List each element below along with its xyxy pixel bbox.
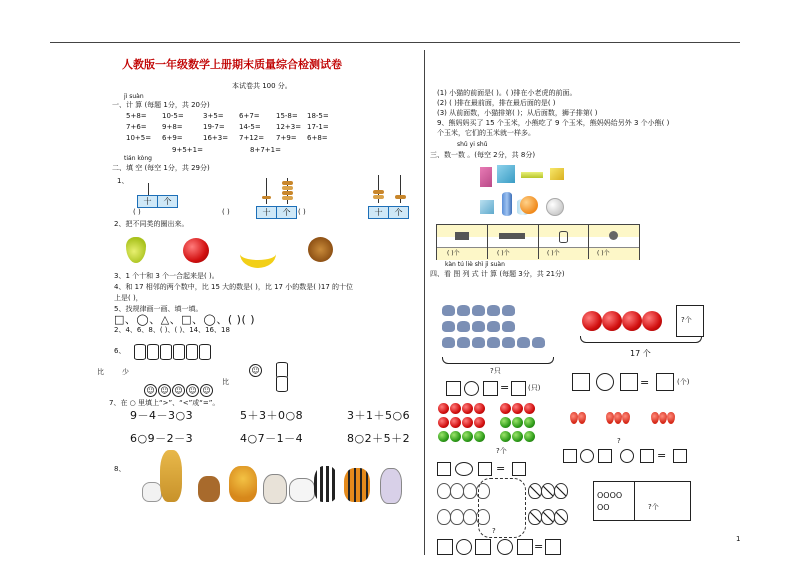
apple-icon — [462, 403, 473, 414]
lion-image — [229, 466, 257, 502]
calc-item: 14-5= — [239, 123, 261, 131]
crossed-leaf-icon — [528, 483, 542, 499]
apple-icon — [474, 417, 485, 428]
leaf-icon — [450, 483, 464, 499]
sec2-pinyin: tián kòng — [124, 155, 152, 162]
cup-icon-2 — [276, 376, 288, 392]
right-q9b: 个玉米，它们的玉米就一样多。 — [437, 129, 535, 137]
q3-text: 3、1 个十和 3 个一合起来是( )。 — [114, 272, 219, 280]
q2-text: 2、把不同类的圈出来。 — [114, 220, 189, 228]
calc-item: 15-8= — [276, 112, 298, 120]
apples-total: 17 个 — [630, 349, 651, 358]
apples-question: ?个 — [496, 447, 507, 455]
abacus-3-tens: 十 — [368, 206, 389, 219]
page-subtitle: 本试卷共 100 分。 — [232, 82, 292, 90]
apples-brace — [580, 336, 702, 343]
apple-icon — [524, 431, 535, 442]
smile-icon: ☺ — [186, 384, 199, 397]
q5-shapes: □、◯、△、□、◯、( )( ) — [114, 313, 256, 326]
elephant-icon — [532, 337, 545, 348]
calc-item: 18-5= — [307, 112, 329, 120]
calc-item: 9+8= — [162, 123, 183, 131]
cookie-image — [308, 237, 333, 262]
q4-text-b: 上是( )， — [114, 294, 143, 302]
pear-image — [126, 237, 146, 263]
q7-text: 7、在 ○ 里填上“>”、“<”或“=”。 — [109, 399, 220, 407]
strawberry-icon — [614, 412, 622, 424]
calc-item: 19-7= — [203, 123, 225, 131]
elephant-brace — [442, 357, 554, 364]
calc-item: 6+7= — [239, 112, 260, 120]
orange-ball-icon — [520, 196, 538, 214]
smile-icon: ☺ — [172, 384, 185, 397]
crossed-leaf-icon — [541, 509, 555, 525]
right-q3: (3) 从前面数，小猫排第( )；从后面数，狮子排第( ) — [437, 109, 598, 117]
apple-icon — [462, 417, 473, 428]
q7-r1c2: 5＋3＋0○8 — [240, 409, 304, 422]
elephant-icon — [472, 321, 485, 332]
dot-box-row1: OOOO — [597, 491, 623, 500]
straw-question: ? — [617, 437, 621, 445]
strawberry-icon — [659, 412, 667, 424]
apple-icon — [622, 311, 642, 331]
apple-icon — [462, 431, 473, 442]
leaf-question: ? — [492, 527, 496, 535]
smile-icon: ☺ — [249, 364, 262, 377]
dot-box — [593, 481, 691, 521]
calc-item: 7+9= — [276, 134, 297, 142]
cup-icon — [160, 344, 172, 360]
count-table — [436, 224, 640, 260]
elephant-icon — [472, 305, 485, 316]
q6-bi-2: 比 — [222, 378, 229, 386]
apple-icon — [438, 431, 449, 442]
apple-icon — [474, 403, 485, 414]
abacus-1-ones: 个 — [157, 195, 178, 208]
apple-icon — [450, 417, 461, 428]
apple-icon — [602, 311, 622, 331]
elephant-icon — [442, 321, 455, 332]
apple-icon — [512, 403, 523, 414]
sec3-pinyin: shǔ yi shǔ — [457, 141, 488, 148]
apple-icon — [438, 417, 449, 428]
q5-sequence: 2、4、6、8、( )、( )、14、16、18 — [114, 326, 230, 334]
q8-label: 8、 — [114, 465, 126, 473]
tiger-image — [344, 468, 370, 502]
strawberry-icon — [651, 412, 659, 424]
apple-icon — [512, 431, 523, 442]
apple-icon — [500, 431, 511, 442]
calc-item: 16+3= — [203, 134, 229, 142]
dot-box-question: ?个 — [648, 503, 659, 511]
count-cylinder-icon — [559, 231, 568, 243]
cube-small-icon — [480, 200, 494, 214]
dog-image — [263, 474, 287, 504]
white-ball-icon — [546, 198, 564, 216]
apple-icon — [500, 403, 511, 414]
banana-image — [240, 240, 276, 268]
sec3-heading: 三、数一数 。(每空 2分，共 8分) — [430, 151, 536, 159]
q7-r2c3: 8○2＋5＋2 — [347, 432, 411, 445]
strawberry-icon — [570, 412, 578, 424]
strawberry-icon — [606, 412, 614, 424]
crossed-leaf-icon — [554, 509, 568, 525]
count-ball-icon — [609, 231, 618, 240]
q5-text: 5、找规律画一画、填一填。 — [114, 305, 203, 313]
strawberry-icon — [622, 412, 630, 424]
apple-icon — [642, 311, 662, 331]
q6-label: 6、 — [114, 347, 126, 355]
sec4-pinyin: kàn tú liè shì jì suàn — [445, 261, 505, 268]
sec4-heading: 四、看 图 列 式 计 算 (每题 3分，共 21分) — [430, 270, 565, 278]
elephant-icon — [487, 305, 500, 316]
small-block-icon — [550, 168, 564, 180]
q7-r1c3: 3＋1＋5○6 — [347, 409, 411, 422]
eq-unit-ge: (个) — [677, 378, 690, 386]
cup-icon — [134, 344, 146, 360]
apple-icon — [582, 311, 602, 331]
calc-item: 10+5= — [126, 134, 152, 142]
cup-icon — [147, 344, 159, 360]
question-box-label: ?个 — [681, 316, 692, 324]
center-divider — [424, 50, 425, 555]
elephant-icon — [517, 337, 530, 348]
elephant-icon — [487, 321, 500, 332]
sec1-pinyin: jì suàn — [124, 93, 144, 100]
calc-item: 6+8= — [307, 134, 328, 142]
count-cell-1: ( )个 — [447, 250, 460, 257]
elephant-icon — [457, 321, 470, 332]
zebra-image — [314, 466, 338, 502]
abacus-2-left-answer: ( ) — [222, 208, 230, 216]
apple-image — [183, 238, 209, 263]
calc-item: 10-5= — [162, 112, 184, 120]
abacus-1-answer: ( ) — [133, 208, 141, 216]
q4-text-a: 4、和 17 相邻的两个数中，比 15 大的数是( )，比 17 小的数是( )17 的十位 — [114, 283, 354, 291]
apple-icon — [450, 431, 461, 442]
abacus-2-answer: ( ) — [298, 208, 306, 216]
leaf-icon — [437, 509, 451, 525]
top-rule — [50, 42, 740, 43]
rabbit-image — [380, 468, 402, 504]
elephant-icon — [502, 337, 515, 348]
elephant-icon — [457, 337, 470, 348]
sheep-image — [289, 478, 315, 502]
leaf-icon — [463, 483, 477, 499]
elephant-icon — [442, 337, 455, 348]
cylinder-icon — [502, 192, 512, 216]
q1-label: 1、 — [117, 177, 129, 185]
q6-shao: 少 — [122, 368, 129, 376]
cup-icon — [173, 344, 185, 360]
apple-icon — [450, 403, 461, 414]
calc-item: 17-1= — [307, 123, 329, 131]
elephant-icon — [472, 337, 485, 348]
leaf-dashed-loop — [478, 478, 526, 538]
elephant-icon — [442, 305, 455, 316]
crossed-leaf-icon — [528, 509, 542, 525]
elephant-icon — [457, 305, 470, 316]
count-cuboid-icon — [455, 232, 469, 240]
right-q9a: 9、熊妈妈买了 15 个玉米，小熊吃了 9 个玉米，熊妈妈给另外 3 个小熊( ) — [437, 119, 670, 127]
apple-icon — [524, 417, 535, 428]
apple-icon — [438, 403, 449, 414]
q7-r2c1: 6○9－2－3 — [130, 432, 194, 445]
elephant-icon — [487, 337, 500, 348]
page-number: 1 — [736, 535, 741, 543]
calc-row4-a: 9+5+1= — [172, 146, 203, 154]
apple-icon — [500, 417, 511, 428]
smile-icon: ☺ — [200, 384, 213, 397]
cat-image — [198, 476, 220, 502]
q7-r1c1: 9－4－3○3 — [130, 409, 194, 422]
cup-icon — [186, 344, 198, 360]
count-cell-3: ( )个 — [547, 250, 560, 257]
apple-icon — [512, 417, 523, 428]
calc-row4-b: 8+7+1= — [250, 146, 281, 154]
abacus-1-tens: 十 — [137, 195, 158, 208]
calc-item: 6+9= — [162, 134, 183, 142]
leaf-icon — [450, 509, 464, 525]
strawberry-icon — [578, 412, 586, 424]
elephant-icon — [502, 305, 515, 316]
calc-item: 7+6= — [126, 123, 147, 131]
elephant-question: ?只 — [490, 367, 501, 375]
right-q2: (2) ( )排在最前面，排在最后面的是( ) — [437, 99, 556, 107]
sec2-heading: 二、填 空 (每空 1分，共 29分) — [112, 164, 210, 172]
smile-icon: ☺ — [158, 384, 171, 397]
right-q1: (1) 小猫的前面是( )。( )排在小老虎的前面。 — [437, 89, 577, 97]
calc-item: 12+3= — [276, 123, 302, 131]
leaf-icon — [463, 509, 477, 525]
cube-icon — [497, 165, 515, 183]
eq-unit-only: (只) — [528, 384, 541, 392]
smile-icon: ☺ — [144, 384, 157, 397]
q7-r2c2: 4○7－1－4 — [240, 432, 304, 445]
strawberry-icon — [667, 412, 675, 424]
count-cell-4: ( )个 — [597, 250, 610, 257]
cup-icon — [199, 344, 211, 360]
page-title: 人教版一年级数学上册期末质量综合检测试卷 — [122, 58, 342, 71]
calc-item: 5+8= — [126, 112, 147, 120]
q6-bi: 比 — [97, 368, 104, 376]
abacus-3-ones: 个 — [388, 206, 409, 219]
crossed-leaf-icon — [554, 483, 568, 499]
long-block-icon — [521, 172, 543, 178]
sec1-heading: 一、计 算 (每题 1分，共 20分) — [112, 101, 210, 109]
giraffe-image — [160, 450, 182, 502]
count-cell-2: ( )个 — [497, 250, 510, 257]
cuboid-icon — [480, 167, 492, 187]
crossed-leaf-icon — [541, 483, 555, 499]
goose-image — [142, 482, 162, 502]
dot-box-row2: OO — [597, 503, 610, 512]
count-bar-icon — [499, 233, 525, 239]
abacus-2-ones: 个 — [276, 206, 297, 219]
calc-item: 3+5= — [203, 112, 224, 120]
apple-icon — [524, 403, 535, 414]
abacus-2-tens: 十 — [256, 206, 277, 219]
leaf-icon — [437, 483, 451, 499]
calc-item: 7+12= — [239, 134, 265, 142]
apple-icon — [474, 431, 485, 442]
elephant-icon — [502, 321, 515, 332]
